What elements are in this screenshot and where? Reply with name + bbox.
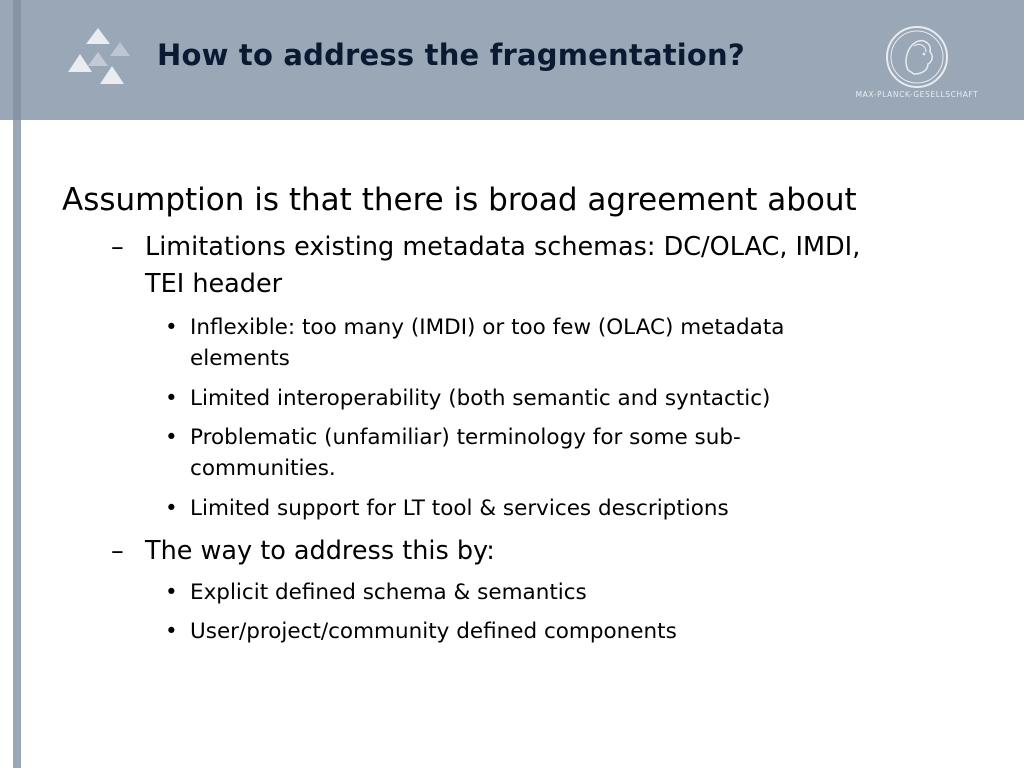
- bullet-line: Explicit defined schema & semantics: [190, 580, 587, 605]
- sub-point-line: TEI header: [145, 269, 283, 299]
- main-point: Assumption is that there is broad agreement about: [62, 182, 857, 218]
- bullet-line: Limited interoperability (both semantic and syntactic): [190, 386, 771, 411]
- bullet-item: [165, 493, 910, 524]
- bullet-line: elements: [190, 346, 290, 371]
- bullet-marker: •: [165, 425, 178, 450]
- bullet-item: [165, 422, 910, 484]
- bullet-item: [165, 383, 910, 414]
- bullet-marker: •: [165, 496, 178, 521]
- dash-marker: –: [111, 232, 124, 262]
- dash-marker: –: [111, 536, 124, 566]
- bullet-line: communities.: [190, 456, 336, 481]
- bullet-marker: •: [165, 315, 178, 340]
- slide-title: How to address the fragmentation?: [157, 38, 745, 72]
- bullet-line: Problematic (unfamiliar) terminology for some sub-: [190, 425, 741, 450]
- bullet-item: [165, 577, 910, 608]
- bullet-marker: •: [165, 386, 178, 411]
- bullet-item: [165, 312, 910, 374]
- minerva-seal-icon: [884, 24, 950, 90]
- left-accent-bar-top: [13, 0, 21, 120]
- bullet-line: Inflexible: too many (IMDI) or too few (OLAC) metadata: [190, 315, 785, 340]
- max-planck-wordmark: MAX-PLANCK-GESELLSCHAFT: [855, 90, 979, 99]
- sub-point-limitations: [111, 229, 965, 303]
- sub-point-line: Limitations existing metadata schemas: DC/OLAC, IMDI,: [145, 232, 861, 262]
- sub-point-line: The way to address this by:: [145, 536, 495, 566]
- bullet-line: Limited support for LT tool & services descriptions: [190, 496, 729, 521]
- bullet-marker: •: [165, 580, 178, 605]
- sub-point-address: [111, 533, 965, 570]
- bullet-item: [165, 616, 910, 647]
- bullet-line: User/project/community defined components: [190, 619, 677, 644]
- triangles-logo-icon: [64, 26, 134, 90]
- bullet-marker: •: [165, 619, 178, 644]
